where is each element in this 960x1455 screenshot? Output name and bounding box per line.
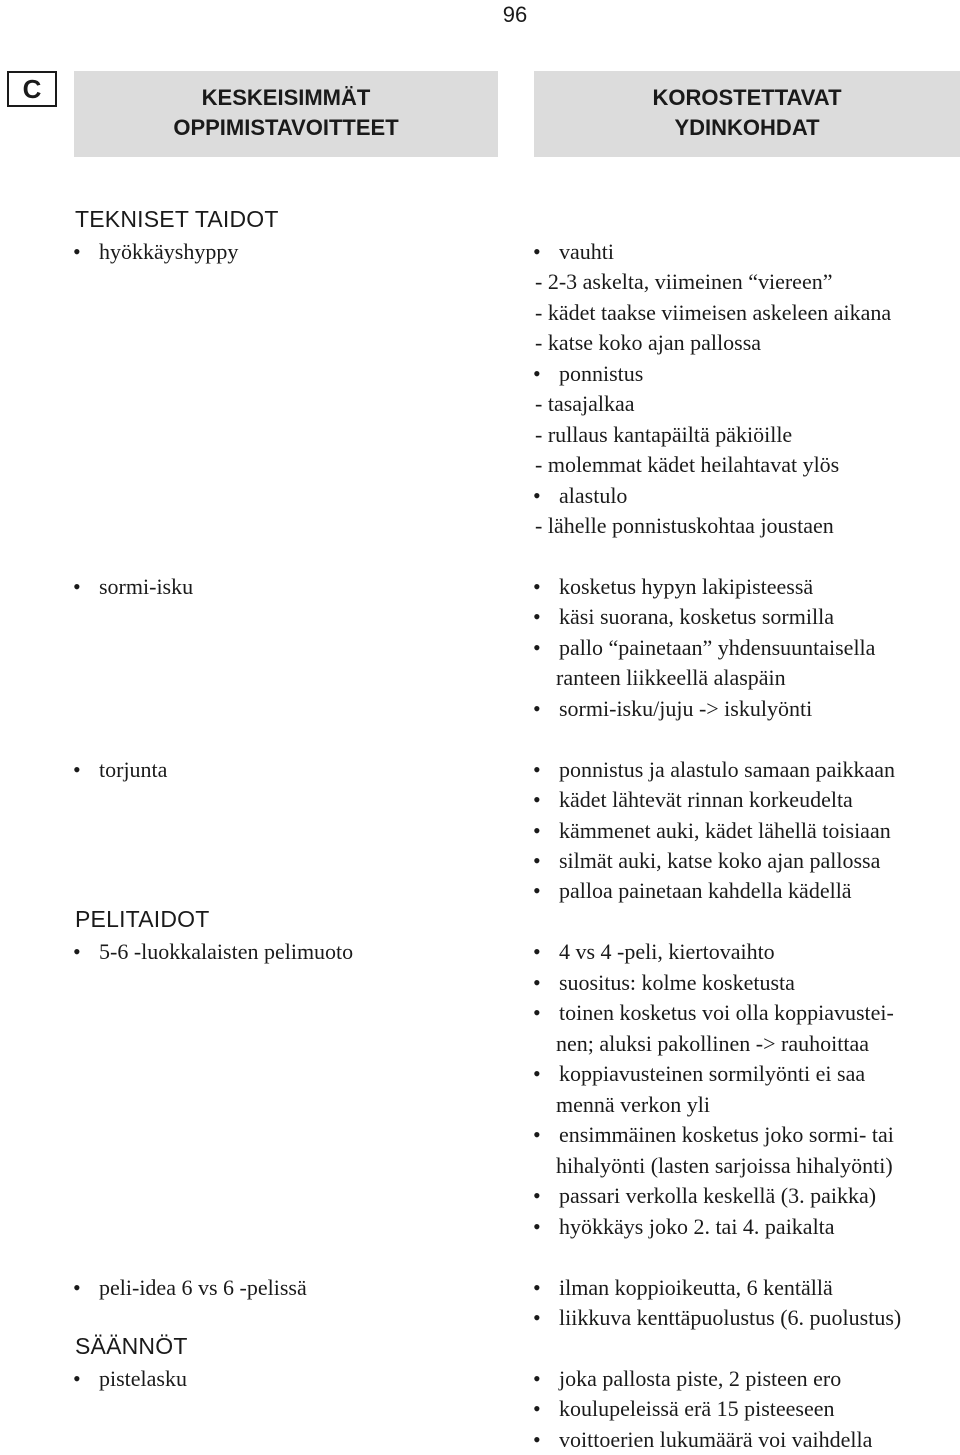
point-line: • sormi-isku/juju -> iskulyönti (559, 694, 812, 724)
point-line: • ensimmäinen kosketus joko sormi- tai (559, 1120, 894, 1150)
goal-game-idea: • peli-idea 6 vs 6 -pelissä (99, 1273, 307, 1303)
page-number: 96 (502, 2, 528, 27)
header-left-line-2: OPPIMISTAVOITTEET (173, 115, 399, 140)
point-line: • liikkuva kenttäpuolustus (6. puolustus) (559, 1303, 901, 1333)
point-line: ranteen liikkeellä alaspäin (556, 665, 786, 690)
point-line: • pallo “painetaan” yhdensuuntaisella (559, 633, 875, 663)
point-line: • joka pallosta piste, 2 pisteen ero (559, 1364, 841, 1394)
goal-block: • torjunta (99, 755, 167, 785)
heading-rules: SÄÄNNÖT (75, 1333, 188, 1359)
point-line: • palloa painetaan kahdella kädellä (559, 876, 852, 906)
heading-technical-skills: TEKNISET TAIDOT (75, 206, 279, 232)
section-letter-box: C (7, 71, 57, 107)
point-line: nen; aluksi pakollinen -> rauhoittaa (556, 1031, 869, 1056)
point-line: • koppiavusteinen sormilyönti ei saa (559, 1059, 865, 1089)
point-line: • alastulo (559, 481, 627, 511)
point-line: - rullaus kantapäiltä päkiöille (535, 422, 793, 447)
point-line: • kämmenet auki, kädet lähellä toisiaan (559, 816, 891, 846)
point-line: - 2-3 askelta, viimeinen “viereen” (535, 269, 833, 294)
point-line: mennä verkon yli (556, 1092, 710, 1117)
header-key-points (534, 71, 960, 157)
point-line: • voittoerien lukumäärä voi vaihdella (559, 1425, 872, 1455)
goal-attack-jump: • hyökkäyshyppy (99, 237, 238, 267)
point-line: • suositus: kolme kosketusta (559, 968, 795, 998)
header-right-line-1: KOROSTETTAVAT (652, 85, 842, 110)
point-line: - kädet taakse viimeisen askeleen aikana (535, 300, 892, 325)
goal-scoring: • pistelasku (99, 1364, 187, 1394)
point-line: • käsi suorana, kosketus sormilla (559, 602, 834, 632)
point-line: • kosketus hypyn lakipisteessä (559, 572, 813, 602)
point-line: - katse koko ajan pallossa (535, 330, 762, 355)
point-line: • ponnistus ja alastulo samaan paikkaan (559, 755, 895, 785)
header-left-line-1: KESKEISIMMÄT (201, 85, 371, 110)
point-line: • passari verkolla keskellä (3. paikka) (559, 1181, 876, 1211)
point-line: • ponnistus (559, 359, 643, 389)
point-line: • kädet lähtevät rinnan korkeudelta (559, 785, 853, 815)
point-line: • 4 vs 4 -peli, kiertovaihto (559, 937, 775, 967)
point-line: - molemmat kädet heilahtavat ylös (535, 452, 840, 477)
point-line: • vauhti (559, 237, 614, 267)
point-line: - tasajalkaa (535, 391, 635, 416)
goal-finger-hit: • sormi-isku (99, 572, 193, 602)
header-learning-goals (74, 71, 498, 157)
point-line: • toinen kosketus voi olla koppiavustei- (559, 998, 894, 1028)
point-line: • ilman koppioikeutta, 6 kentällä (559, 1273, 833, 1303)
point-line: • koulupeleissä erä 15 pisteeseen (559, 1394, 835, 1424)
point-line: • hyökkäys joko 2. tai 4. paikalta (559, 1212, 835, 1242)
goal-game-form: • 5-6 -luokkalaisten pelimuoto (99, 937, 353, 967)
heading-game-skills: PELITAIDOT (75, 906, 210, 932)
point-line: - lähelle ponnistuskohtaa joustaen (535, 513, 834, 538)
point-line: hihalyönti (lasten sarjoissa hihalyönti) (556, 1153, 893, 1178)
point-line: • silmät auki, katse koko ajan pallossa (559, 846, 880, 876)
header-right-line-2: YDINKOHDAT (674, 115, 820, 140)
